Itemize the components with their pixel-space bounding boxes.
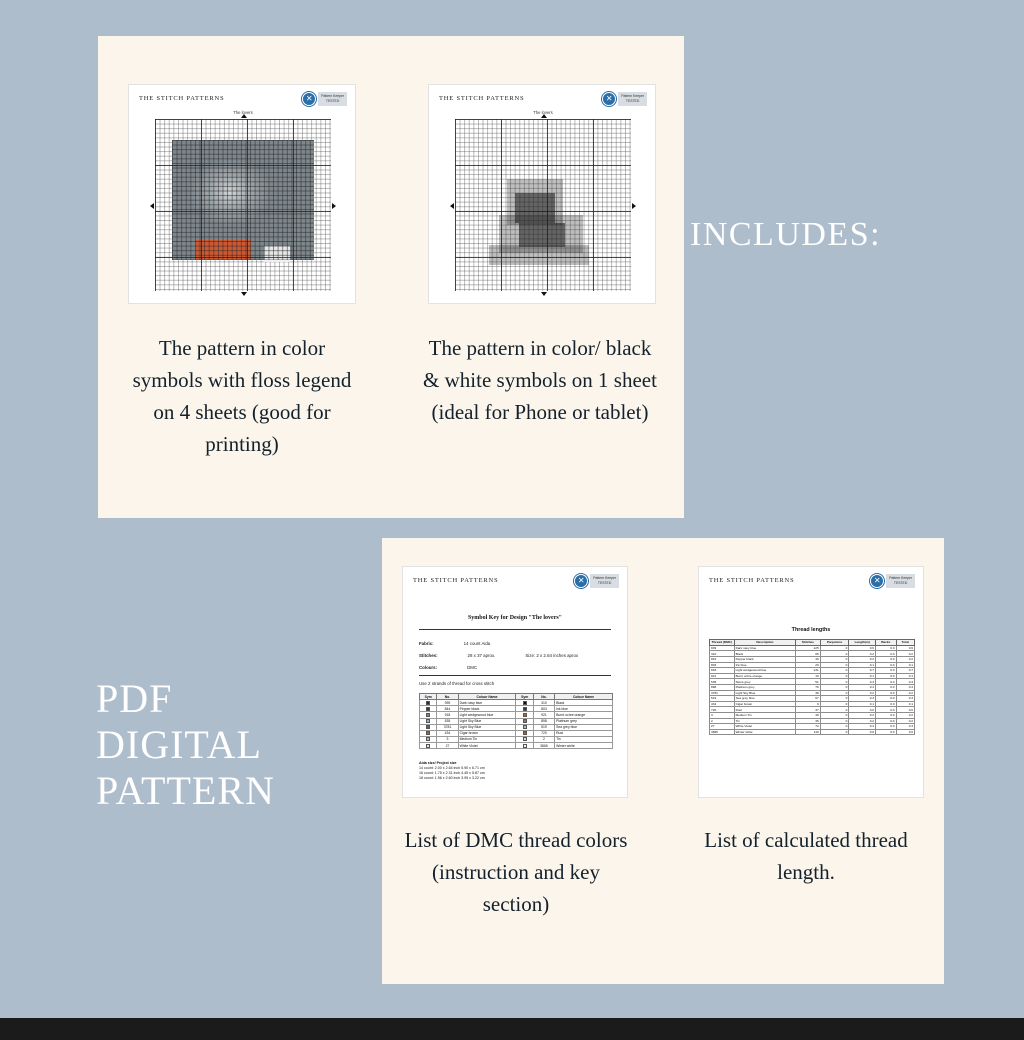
thread-no: 27	[710, 724, 735, 730]
color-swatch	[426, 737, 430, 741]
parpuntos: 0	[820, 690, 849, 696]
color-swatch	[426, 701, 430, 705]
total: 0.2	[896, 651, 914, 657]
total: 0.6	[896, 729, 914, 735]
length: 0.4	[849, 724, 876, 730]
backs: 0.0	[876, 707, 897, 713]
length: 0.6	[849, 645, 876, 651]
key-meta-size: Size: 2 x 2.64 inches aprox	[525, 653, 579, 658]
thread-no: 803	[710, 662, 735, 668]
stitches: 131	[796, 668, 821, 674]
backs: 0.0	[876, 718, 897, 724]
badge-text	[590, 574, 619, 587]
thread-name: Rust	[555, 730, 613, 736]
color-swatch	[426, 744, 430, 748]
pdf-line-3: PATTERN	[96, 768, 275, 813]
thread-name: Black	[555, 700, 613, 706]
sheet-color-symbols	[128, 84, 356, 304]
thread-no: 918	[710, 668, 735, 674]
backs: 0.0	[876, 656, 897, 662]
chart-tick-right	[332, 203, 336, 209]
stitches: 9	[796, 701, 821, 707]
thread-no: 720	[710, 707, 735, 713]
stitches: 37	[796, 707, 821, 713]
key-meta-value: 28 x 37 aprox.	[467, 653, 496, 658]
col-colour-name-2: Colour Name	[555, 694, 613, 700]
key-meta-stitches	[419, 653, 578, 658]
stitches: 36	[796, 718, 821, 724]
total: 0.1	[896, 662, 914, 668]
thread-no: 3781	[437, 724, 458, 730]
thread-no: 939	[710, 645, 735, 651]
backs: 0.0	[876, 668, 897, 674]
table-row	[420, 742, 613, 748]
backs: 0.0	[876, 645, 897, 651]
chart-bold-grid	[455, 119, 631, 291]
thread-no: 921	[533, 712, 554, 718]
backs: 0.0	[876, 690, 897, 696]
thread-description: White Violet	[734, 724, 796, 730]
color-swatch	[523, 707, 527, 711]
caption-dmc-list: List of DMC thread colors (instruction and key section)	[404, 828, 628, 916]
caption-bw-symbols: The pattern in color/ black & white symbols on 1 sheet (ideal for Phone or tablet)	[423, 336, 657, 424]
color-chart-area	[155, 110, 331, 291]
thread-lengths-table	[709, 639, 915, 735]
length: 0.3	[849, 696, 876, 702]
thread-name: Dark navy blue	[458, 700, 516, 706]
color-swatch	[523, 731, 527, 735]
backs: 0.0	[876, 662, 897, 668]
badge-line-1: Pattern Keeper	[321, 94, 344, 99]
thread-description: Burnt ochre orange	[734, 673, 796, 679]
x-mark-icon: ✕	[574, 574, 588, 588]
col-backs: Backs	[876, 640, 897, 646]
total: 0.2	[896, 712, 914, 718]
bw-chart-area	[455, 110, 631, 291]
total: 0.2	[896, 690, 914, 696]
sheet-symbol-key	[402, 566, 628, 798]
color-swatch	[523, 725, 527, 729]
length: 0.1	[849, 662, 876, 668]
total: 0.1	[896, 673, 914, 679]
thread-description: Medium Tin	[734, 712, 796, 718]
thread-description: Cigar brown	[734, 701, 796, 707]
chart-bold-grid	[155, 119, 331, 291]
stitches: 66	[796, 651, 821, 657]
color-swatch	[426, 725, 430, 729]
thread-description: Dark navy blue	[734, 645, 796, 651]
thread-no: 519	[533, 724, 554, 730]
sheet-bw-symbols	[428, 84, 656, 304]
bottom-strip	[0, 1018, 1024, 1040]
thread-name: Ink blue	[555, 706, 613, 712]
parpuntos: 0	[820, 718, 849, 724]
thread-name: Light wedgewood blue	[458, 712, 516, 718]
thread-name: Winter white	[555, 742, 613, 748]
thread-no: 3	[437, 736, 458, 742]
badge-line-1: Pattern Keeper	[593, 576, 616, 581]
pdf-line-2: DIGITAL	[96, 722, 262, 767]
chart-tick-right	[632, 203, 636, 209]
parpuntos: 0	[820, 673, 849, 679]
color-swatch	[523, 744, 527, 748]
thread-name: Medium Tin	[458, 736, 516, 742]
color-swatch	[426, 731, 430, 735]
col-no-2: No.	[533, 694, 554, 700]
parpuntos: 0	[820, 651, 849, 657]
thread-no: 803	[533, 706, 554, 712]
total: 0.3	[896, 679, 914, 685]
col-stitches: Stitches	[796, 640, 821, 646]
backs: 0.0	[876, 712, 897, 718]
col-description: Description	[734, 640, 796, 646]
thread-no: 3781	[710, 690, 735, 696]
badge-line-2: TESTED	[597, 581, 612, 585]
thread-no: 844	[437, 706, 458, 712]
parpuntos: 0	[820, 679, 849, 685]
sheet-thread-lengths	[698, 566, 924, 798]
thread-description: Ink blue	[734, 662, 796, 668]
total: 0.2	[896, 656, 914, 662]
backs: 0.0	[876, 724, 897, 730]
thread-no: 898	[710, 684, 735, 690]
length: 0.1	[849, 701, 876, 707]
backs: 0.0	[876, 679, 897, 685]
parpuntos: 0	[820, 696, 849, 702]
col-total: Total	[896, 640, 914, 646]
color-swatch	[523, 719, 527, 723]
symbol-key-table	[419, 693, 613, 749]
key-meta-label: Stitches:	[419, 653, 438, 658]
thread-description: Platinum grey	[734, 684, 796, 690]
sheet-brand-title: THE STITCH PATTERNS	[709, 577, 795, 584]
chart-label: The lovers	[533, 110, 553, 115]
chart-tick-bottom	[541, 292, 547, 296]
x-mark-icon: ✕	[870, 574, 884, 588]
length: 0.3	[849, 679, 876, 685]
stitches: 38	[796, 690, 821, 696]
thread-no: 898	[533, 718, 554, 724]
stitches: 67	[796, 696, 821, 702]
thread-no: 2	[533, 736, 554, 742]
length: 0.7	[849, 668, 876, 674]
thread-no: 3	[710, 712, 735, 718]
color-swatch	[523, 713, 527, 717]
symbol-key-title: Symbol Key for Design "The lovers"	[467, 615, 563, 621]
badge-text	[886, 574, 915, 587]
length: 0.2	[849, 718, 876, 724]
key-footer-line: 16 count: 1.75 x 2.31 inch 4.45 x 5.87 cm	[419, 771, 485, 775]
stitches: 19	[796, 673, 821, 679]
parpuntos: 0	[820, 724, 849, 730]
parpuntos: 0	[820, 701, 849, 707]
thread-no: 434	[437, 730, 458, 736]
key-meta-label: Fabric:	[419, 641, 434, 646]
stitches: 72	[796, 724, 821, 730]
backs: 0.0	[876, 701, 897, 707]
length: 0.2	[849, 712, 876, 718]
thread-description: Stone grey	[734, 679, 796, 685]
key-meta-fabric	[419, 641, 490, 646]
badge-line-1: Pattern Keeper	[889, 576, 912, 581]
stitches: 29	[796, 662, 821, 668]
backs: 0.0	[876, 729, 897, 735]
total: 0.4	[896, 684, 914, 690]
thread-no: 310	[710, 651, 735, 657]
chart-tick-left	[450, 203, 454, 209]
length: 0.2	[849, 651, 876, 657]
stitches: 51	[796, 679, 821, 685]
color-swatch	[426, 707, 430, 711]
thread-no: 27	[437, 742, 458, 748]
thread-description: Winter white	[734, 729, 796, 735]
chart-tick-top	[241, 114, 247, 118]
parpuntos: 0	[820, 712, 849, 718]
col-colour-name: Colour Name	[458, 694, 516, 700]
parpuntos: 0	[820, 684, 849, 690]
length: 0.2	[849, 656, 876, 662]
thread-no: 921	[710, 673, 735, 679]
sheet-brand-title: THE STITCH PATTERNS	[139, 95, 225, 102]
sym-swatch	[516, 742, 533, 748]
parpuntos: 0	[820, 668, 849, 674]
thread-no: 434	[710, 701, 735, 707]
length: 0.6	[849, 729, 876, 735]
thread-name: Cigar brown	[458, 730, 516, 736]
parpuntos: 0	[820, 729, 849, 735]
caption-color-symbols: The pattern in color symbols with floss legend on 4 sheets (good for printing)	[132, 336, 352, 456]
stitches: 76	[796, 684, 821, 690]
thread-no: 535	[710, 679, 735, 685]
thread-no: 939	[437, 700, 458, 706]
pdf-digital-pattern-heading	[96, 676, 368, 814]
stitches: 48	[796, 712, 821, 718]
total: 0.7	[896, 668, 914, 674]
stitches: 125	[796, 645, 821, 651]
col-sym-2: Sym	[516, 694, 533, 700]
thread-no: 310	[533, 700, 554, 706]
thread-no: 535	[437, 718, 458, 724]
stitches: 46	[796, 656, 821, 662]
key-footer-title: Aida size/ Project size	[419, 761, 457, 765]
length: 0.2	[849, 690, 876, 696]
stitches: 110	[796, 729, 821, 735]
thread-description: Black	[734, 651, 796, 657]
sheet-brand-title: THE STITCH PATTERNS	[439, 95, 525, 102]
chart-label: The lovers	[233, 110, 253, 115]
key-footer	[419, 761, 485, 781]
sym-swatch	[420, 742, 437, 748]
table-row	[710, 729, 915, 735]
thread-no: 3865	[710, 729, 735, 735]
color-swatch	[426, 719, 430, 723]
thread-name: Burnt ochre orange	[555, 712, 613, 718]
parpuntos: 0	[820, 656, 849, 662]
key-meta-label: Colours:	[419, 665, 438, 670]
chart-tick-left	[150, 203, 154, 209]
parpuntos: 0	[820, 662, 849, 668]
thread-description: Sea grey blue	[734, 696, 796, 702]
caption-thread-length: List of calculated thread length.	[704, 828, 908, 884]
sheet-brand-title: THE STITCH PATTERNS	[413, 577, 499, 584]
thread-description: Rust	[734, 707, 796, 713]
thread-name: Platinum grey	[555, 718, 613, 724]
divider	[419, 675, 611, 676]
pattern-keeper-badge	[302, 92, 347, 106]
parpuntos: 0	[820, 707, 849, 713]
key-meta-value: DMC	[467, 665, 478, 670]
x-mark-icon: ✕	[602, 92, 616, 106]
thread-description: Tin	[734, 718, 796, 724]
col-length: Length(m)	[849, 640, 876, 646]
badge-line-2: TESTED	[325, 99, 340, 103]
col-parpuntos: Parpuntos	[820, 640, 849, 646]
thread-description: Light Sky Blue	[734, 690, 796, 696]
chart-tick-bottom	[241, 292, 247, 296]
thread-description: Pepper black	[734, 656, 796, 662]
parpuntos: 0	[820, 645, 849, 651]
col-thread: Thread (DMC)	[710, 640, 735, 646]
key-meta-colours	[419, 665, 477, 670]
col-sym: Sym	[420, 694, 437, 700]
includes-heading: INCLUDES:	[690, 216, 882, 253]
divider	[419, 629, 611, 630]
thread-no: 844	[710, 656, 735, 662]
length: 0.4	[849, 684, 876, 690]
pattern-keeper-badge	[574, 574, 619, 588]
total: 0.6	[896, 645, 914, 651]
thread-no: 3865	[533, 742, 554, 748]
total: 0.1	[896, 701, 914, 707]
color-swatch	[523, 701, 527, 705]
key-instruction: Use 2 strands of thread for cross stitch	[419, 681, 495, 686]
badge-text	[618, 92, 647, 105]
total: 0.3	[896, 696, 914, 702]
thread-name: Sea grey blue	[555, 724, 613, 730]
thread-name: White Violet	[458, 742, 516, 748]
thread-name: Light Sky Blue	[458, 718, 516, 724]
color-swatch	[523, 737, 527, 741]
chart-tick-top	[541, 114, 547, 118]
x-mark-icon: ✕	[302, 92, 316, 106]
color-swatch	[426, 713, 430, 717]
key-meta-value: 14 count Aida	[463, 641, 491, 646]
total: 0.0	[896, 707, 914, 713]
thread-no: 720	[533, 730, 554, 736]
total: 0.4	[896, 724, 914, 730]
badge-text	[318, 92, 347, 105]
length: 0.1	[849, 673, 876, 679]
backs: 0.0	[876, 696, 897, 702]
thread-name: Tin	[555, 736, 613, 742]
pattern-keeper-badge	[602, 92, 647, 106]
thread-name: Pepper black	[458, 706, 516, 712]
thread-lengths-title: Thread lengths	[791, 627, 831, 633]
length: 0.0	[849, 707, 876, 713]
badge-line-1: Pattern Keeper	[621, 94, 644, 99]
total: 0.2	[896, 718, 914, 724]
pdf-line-1: PDF	[96, 676, 173, 721]
col-no: No.	[437, 694, 458, 700]
thread-description: Light wedgewood blue	[734, 668, 796, 674]
backs: 0.0	[876, 651, 897, 657]
thread-no: 918	[437, 712, 458, 718]
pattern-keeper-badge	[870, 574, 915, 588]
thread-no: 519	[710, 696, 735, 702]
backs: 0.0	[876, 684, 897, 690]
badge-line-2: TESTED	[893, 581, 908, 585]
key-footer-line: 18 count: 1.56 x 2.60 inch 3.95 x 3.22 cm	[419, 776, 485, 780]
thread-name: Light Sky Blue	[458, 724, 516, 730]
thread-no: 2	[710, 718, 735, 724]
key-footer-line: 14 count: 2.00 x 2.64 inch 5.90 x 6.71 cm	[419, 766, 485, 770]
backs: 0.0	[876, 673, 897, 679]
badge-line-2: TESTED	[625, 99, 640, 103]
